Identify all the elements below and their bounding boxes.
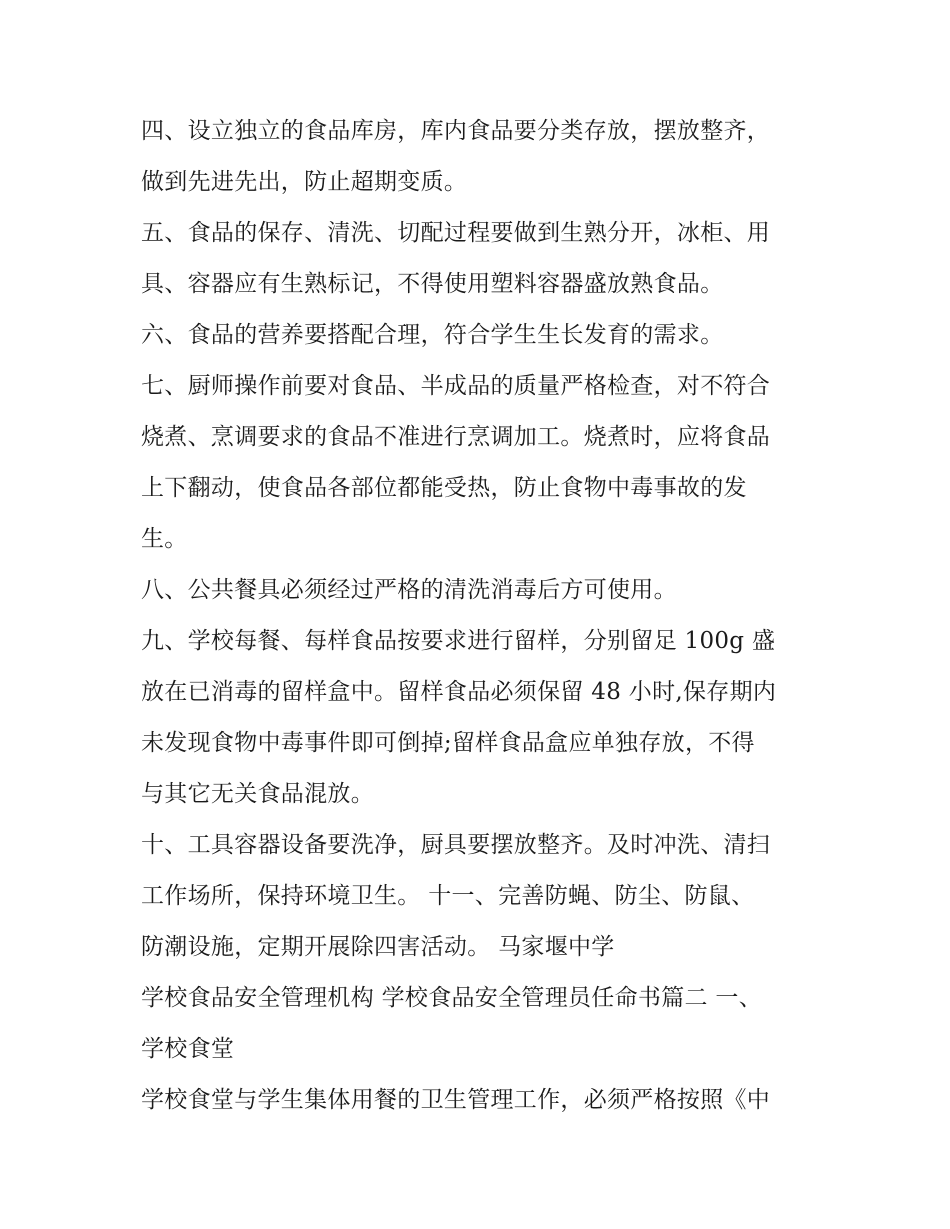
text-line: 放在已消毒的留样盒中。留样食品必须保留 48 小时,保存期内 [141,679,777,705]
text-line: 上下翻动，使食品各部位都能受热，防止食物中毒事故的发 [141,475,747,501]
text-line: 具、容器应有生熟标记，不得使用塑料容器盛放熟食品。 [141,271,724,297]
text-line: 学校食堂 [141,1036,235,1062]
document-body [141,106,821,1126]
text-line: 烧煮、烹调要求的食品不准进行烹调加工。烧煮时，应将食品 [141,424,771,450]
text-line: 十、工具容器设备要洗净，厨具要摆放整齐。及时冲洗、清扫 [141,832,771,858]
text-line: 未发现食物中毒事件即可倒掉;留样食品盒应单独存放，不得 [141,730,755,756]
text-line: 五、食品的保存、清洗、切配过程要做到生熟分开，冰柜、用 [141,220,771,246]
text-line: 七、厨师操作前要对食品、半成品的质量严格检查，对不符合 [141,373,771,399]
text-line: 四、设立独立的食品库房，库内食品要分类存放，摆放整齐， [141,118,771,144]
text-line: 做到先进先出，防止超期变质。 [141,169,468,195]
text-line: 学校食堂与学生集体用餐的卫生管理工作，必须严格按照《中 [141,1087,771,1113]
text-line: 六、食品的营养要搭配合理，符合学生生长发育的需求。 [141,322,724,348]
text-line: 九、学校每餐、每样食品按要求进行留样，分别留足 100g 盛 [141,628,776,654]
text-line: 防潮设施，定期开展除四害活动。 马家堰中学 [141,934,615,960]
text-line: 八、公共餐具必须经过严格的清洗消毒后方可使用。 [141,577,677,603]
text-line: 生。 [141,526,188,552]
text-line: 工作场所，保持环境卫生。 十一、完善防蝇、防尘、防鼠、 [141,883,755,909]
text-line: 与其它无关食品混放。 [141,781,374,807]
text-line: 学校食品安全管理机构 学校食品安全管理员任命书篇二 一、 [141,985,763,1011]
